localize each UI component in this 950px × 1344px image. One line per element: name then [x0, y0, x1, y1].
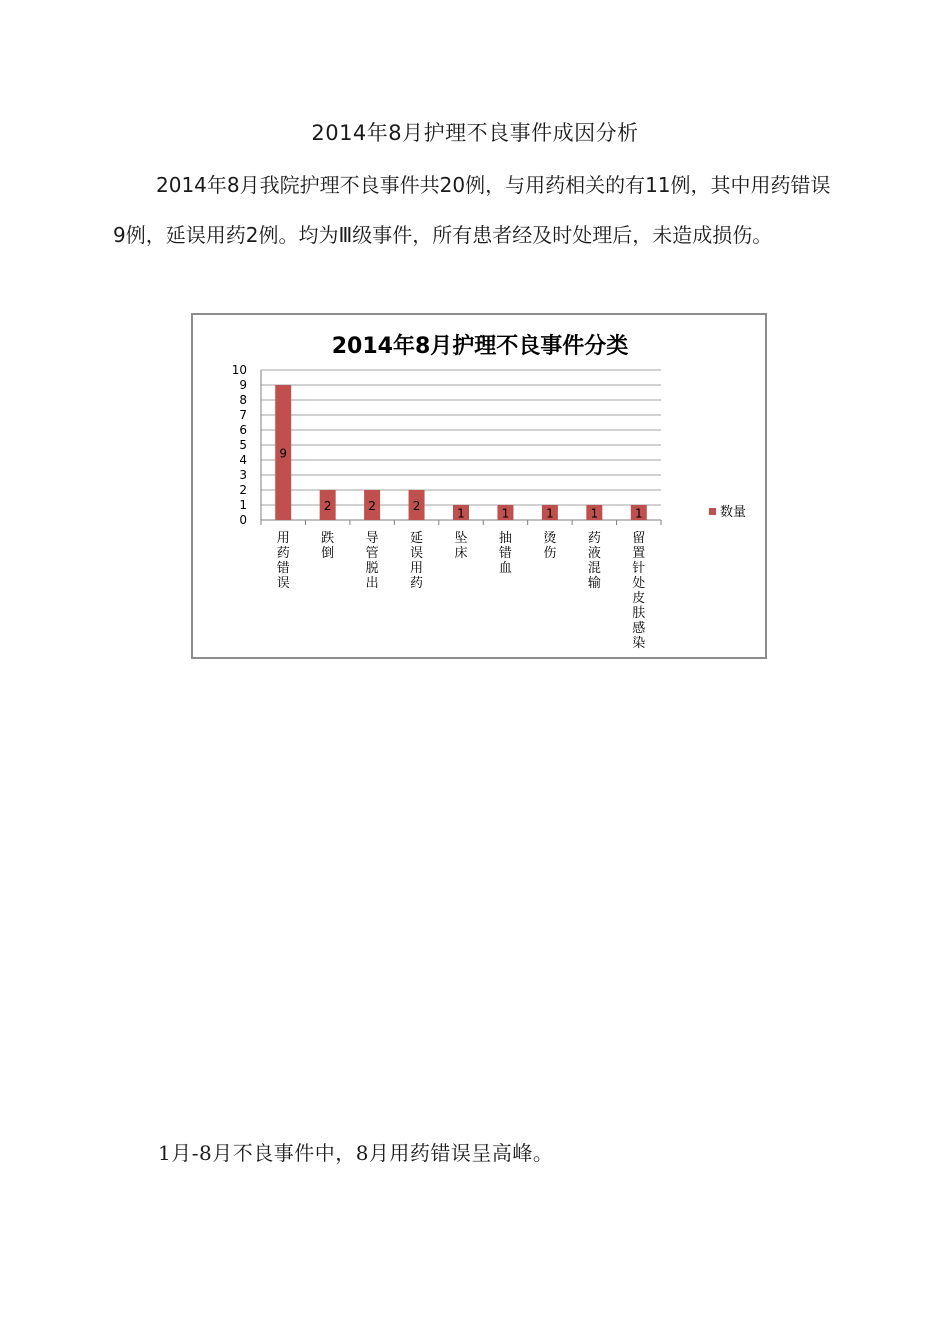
y-tick-label: 4 [239, 453, 247, 467]
chart-title: 2014年8月护理不良事件分类 [331, 334, 629, 359]
y-tick-label: 9 [239, 378, 247, 392]
chart-canvas [193, 315, 765, 657]
y-tick-label: 7 [239, 408, 247, 422]
category-label: 坠床 [454, 531, 468, 561]
category-label: 跌倒 [321, 531, 335, 561]
y-tick-label: 3 [239, 468, 247, 482]
category-label: 留置针处皮肤感染 [632, 531, 646, 651]
footer-paragraph: 1月-8月不良事件中，8月用药错误呈高峰。 [158, 1141, 554, 1165]
y-tick-label: 5 [239, 438, 247, 452]
y-tick-label: 0 [239, 513, 247, 527]
data-label: 1 [546, 506, 554, 521]
y-tick-label: 2 [239, 483, 247, 497]
y-tick-label: 8 [239, 393, 247, 407]
category-label: 导管脱出 [365, 531, 379, 591]
document-title: 2014年8月护理不良事件成因分析 [311, 121, 639, 145]
y-tick-label: 10 [231, 363, 247, 377]
data-label: 1 [590, 506, 599, 521]
y-tick-label: 1 [239, 498, 247, 512]
body-paragraph: 2014年8月我院护理不良事件共20例，与用药相关的有11例，其中用药错误9例，延误用药2例。均为Ⅲ级事件，所有患者经及时处理后，未造成损伤。 [113, 173, 831, 247]
category-label: 抽错血 [498, 531, 512, 576]
data-label: 2 [412, 499, 421, 513]
category-label: 延误用药 [410, 531, 424, 591]
legend-swatch [709, 508, 716, 515]
data-label: 9 [279, 446, 288, 461]
category-label: 药液混输 [587, 531, 601, 591]
category-label: 用药错误 [276, 531, 290, 591]
data-label: 1 [501, 506, 510, 521]
data-label: 2 [323, 499, 332, 513]
y-tick-label: 6 [239, 423, 247, 437]
bar-chart [191, 313, 767, 659]
data-label: 2 [368, 499, 376, 513]
data-label: 1 [457, 506, 465, 521]
category-label: 烫伤 [543, 531, 557, 561]
data-label: 1 [634, 506, 643, 521]
legend-label: 数量 [720, 505, 747, 520]
